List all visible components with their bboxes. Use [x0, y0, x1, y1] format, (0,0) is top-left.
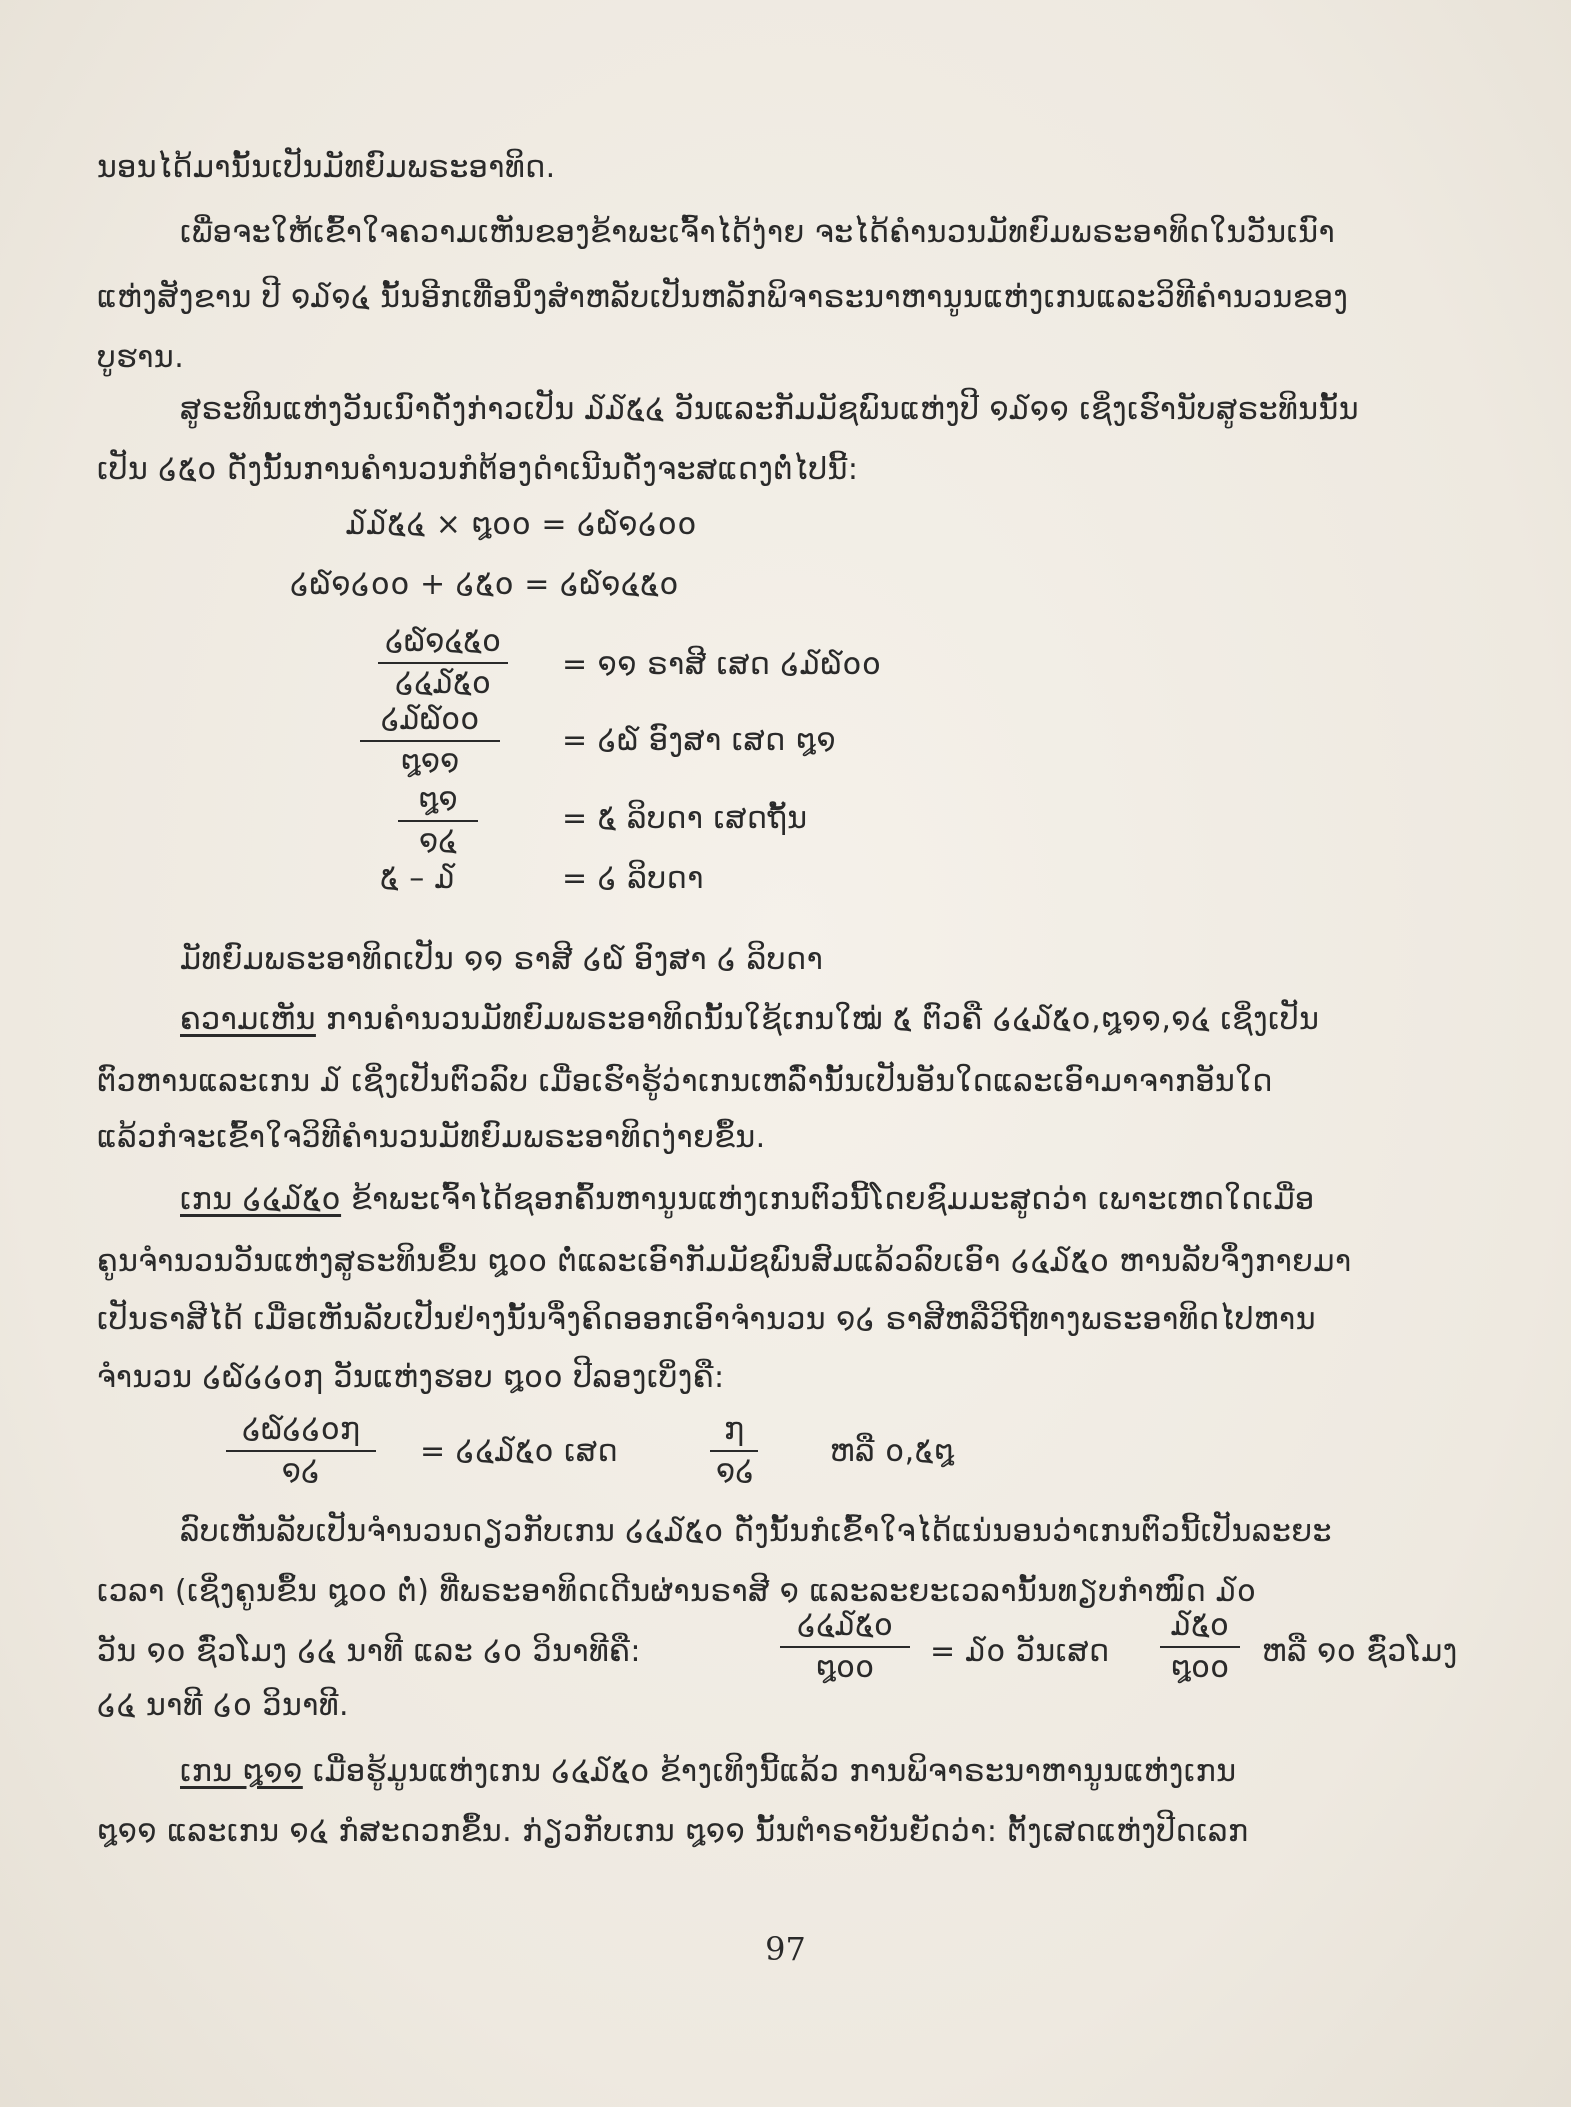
numerator: ໘໑ [418, 782, 458, 817]
equation-tail: ຫລື ໑໐ ຊົ່ວໂມງ [1262, 1634, 1458, 1669]
fraction [1160, 1608, 1240, 1686]
equation-rhs: = ໑໑ ຣາສີ ເສດ ໒໓໖໐໐ [562, 647, 882, 682]
equation-rhs: = ໕ ລິບດາ ເສດຖັ້ນ [562, 801, 808, 836]
text-line: ສູຣະທິນແຫ່ງວັນເນົາດັ່ງກ່າວເປັນ ໓໓໕໔ ວັນແລະກັມມັຊພົນແຫ່ງປີ ໑໓໑໑ ເຊິ່ງເຮົານັບສູຣະທິນນັ້ນ [180, 392, 1360, 427]
fraction-bar [398, 820, 478, 822]
fraction [360, 702, 500, 780]
text-line [180, 1000, 1319, 1040]
fraction [378, 624, 508, 702]
text-run: ເມື່ອຮູ້ມູນແຫ່ງເກນ ໒໔໓໕໐ ຂ້າງເທິງນີ້ແລ້ວ ການພິຈາຣະນາຫານູນແຫ່ງເກນ [302, 1754, 1237, 1789]
denominator: ໒໔໓໕໐ [395, 666, 491, 701]
text-line [180, 1752, 1237, 1792]
text-line: ລົບເຫັນລັບເປັນຈຳນວນດຽວກັບເກນ ໒໔໓໕໐ ດັ່ງນັ້ນກໍເຂົ້າໃຈໄດ້ແນ່ນອນວ່າເກນຕົວນີ້ເປັນລະຍະ [180, 1514, 1332, 1549]
numerator: ໗ [723, 1412, 745, 1447]
section-heading: ຄວາມເຫັນ [180, 1002, 316, 1037]
fraction-bar [360, 740, 500, 742]
fraction-bar [710, 1450, 758, 1452]
equation-lhs: ໕ – ໓ [380, 861, 456, 896]
fraction [710, 1412, 758, 1490]
fraction [398, 782, 478, 860]
equation-rhs: = ໒໖ ອົງສາ ເສດ ໘໑ [562, 723, 837, 758]
denominator: ໑໔ [419, 824, 457, 859]
text-line: ໘໑໑ ແລະເກນ ໑໔ ກໍສະດວກຂຶ້ນ. ກ່ຽວກັບເກນ ໘໑໑ ນັ້ນຕຳຣາບັນຍັດວ່າ: ຕັ້ງເສດແຫ່ງປີດເລກ [97, 1814, 1249, 1849]
fraction-bar [780, 1646, 910, 1648]
fraction-bar [378, 662, 508, 664]
text-run: ການຄຳນວນມັທຍົມພຣະອາທິດນັ້ນໃຊ້ເກນໃໝ່ ໕ ຕົວຄື ໒໔໓໕໐,໘໑໑,໑໔ ເຊິ່ງເປັນ [315, 1002, 1320, 1037]
equation-rhs: = ໒ ລິບດາ [562, 861, 704, 896]
text-line: ບູຮານ. [97, 340, 185, 375]
equation: ໒໖໑໒໐໐ + ໒໕໐ = ໒໖໑໔໕໐ [290, 567, 680, 602]
fraction-bar [226, 1450, 376, 1452]
numerator: ໒໖໒໒໐໗ [242, 1412, 360, 1447]
fraction [226, 1412, 376, 1490]
text-line: ຈຳນວນ ໒໖໒໒໐໗ ວັນແຫ່ງຮອບ ໘໐໐ ປີລອງເບິ່ງຄື: [97, 1360, 725, 1395]
section-heading: ເກນ ໘໑໑ [180, 1754, 303, 1789]
text-line: ວັນ ໑໐ ຊົ່ວໂມງ ໒໔ ນາທີ ແລະ ໒໐ ວິນາທີຄື: [97, 1634, 641, 1669]
equation-rhs: = ໒໔໓໕໐ ເສດ [420, 1434, 619, 1469]
fraction-bar [1160, 1646, 1240, 1648]
text-line: ນອນໄດ້ມານັ້ນເປັນມັທຍົມພຣະອາທິດ. [97, 150, 556, 185]
section-heading: ເກນ ໒໔໓໕໐ [180, 1182, 342, 1217]
text-line: ເພື່ອຈະໃຫ້ເຂົ້າໃຈຄວາມເຫັນຂອງຂ້າພະເຈົ້າໄດ້ງ່າຍ ຈະໄດ້ຄຳນວນມັທຍົມພຣະອາທິດໃນວັນເນົາ [180, 215, 1336, 250]
text-line: ເວລາ (ເຊິ່ງຄູນຂຶ້ນ ໘໐໐ ຕໍ່) ທີ່ພຣະອາທິດເດີນຜ່ານຣາສີ ໑ ແລະລະຍະເວລານັ້ນທຽບກຳໜົດ ໓໐ [97, 1574, 1257, 1609]
text-line: ເປັນຣາສີໄດ້ ເມື່ອເຫັນລັບເປັນຢ່າງນັ້ນຈຶ່ງຄິດອອກເອົາຈຳນວນ ໑໒ ຣາສີຫລືວິຖີທາງພຣະອາທິດໄປຫານ [97, 1302, 1316, 1337]
denominator: ໑໒ [716, 1454, 755, 1489]
equation: ໓໓໕໔ × ໘໐໐ = ໒໖໑໒໐໐ [346, 507, 697, 542]
denominator: ໘໐໐ [815, 1650, 875, 1685]
text-line: ຄູນຈຳນວນວັນແຫ່ງສູຣະທິນຂຶ້ນ ໘໐໐ ຕໍ່ແລະເອົາກັມມັຊພົນສົມແລ້ວລົບເອົາ ໒໔໓໕໐ ຫານລັບຈຶ່ງກາຍມາ [97, 1244, 1352, 1279]
denominator: ໘໐໐ [1170, 1650, 1230, 1685]
text-line: ແລ້ວກໍຈະເຂົ້າໃຈວິທີຄຳນວນມັທຍົມພຣະອາທິດງ່າຍຂຶ້ນ. [97, 1120, 766, 1155]
fraction [780, 1608, 910, 1686]
equation-rhs: = ໓໐ ວັນເສດ [930, 1634, 1110, 1669]
text-line: ມັທຍົມພຣະອາທິດເປັນ ໑໑ ຣາສີ ໒໖ ອົງສາ ໒ ລິບດາ [180, 942, 824, 977]
text-line: ໒໔ ນາທີ ໒໐ ວິນາທີ. [97, 1688, 350, 1723]
denominator: ໘໑໑ [400, 744, 460, 779]
numerator: ໒໔໓໕໐ [797, 1608, 893, 1643]
denominator: ໑໒ [281, 1454, 321, 1489]
text-line [180, 1180, 1315, 1220]
numerator: ໒໖໑໔໕໐ [384, 624, 502, 659]
text-line: ເປັນ ໒໕໐ ດັ່ງນັ້ນການຄຳນວນກໍຕ້ອງດຳເນີນດັ່ງຈະສແດງຕໍ່ໄປນີ້: [97, 452, 859, 487]
text-line: ແຫ່ງສັງຂານ ປີ ໑໓໑໔ ນັ້ນອີກເທື່ອນຶ່ງສຳຫລັບເປັນຫລັກພິຈາຣະນາຫານູນແຫ່ງເກນແລະວິທີຄຳນວນຂອງ [97, 280, 1349, 315]
text-line: ຕົວຫານແລະເກນ ໓ ເຊິ່ງເປັນຕົວລົບ ເມື່ອເຮົາຮູ້ວ່າເກນເຫລົ່ານັ້ນເປັນອັນໃດແລະເອົາມາຈາກອັນໃດ [97, 1064, 1273, 1099]
numerator: ໓໕໐ [1171, 1608, 1229, 1643]
text-run: ຂ້າພະເຈົ້າໄດ້ຊອກຄົ້ນຫານູນແຫ່ງເກນຕົວນີ້ໂດຍຊົມມະສູດວ່າ ເພາະເຫດໃດເມື່ອ [341, 1182, 1315, 1217]
page-number: 97 [765, 1930, 806, 1968]
equation-tail: ຫລື ໐,໕໘ [830, 1434, 955, 1469]
numerator: ໒໓໖໐໐ [380, 702, 480, 737]
